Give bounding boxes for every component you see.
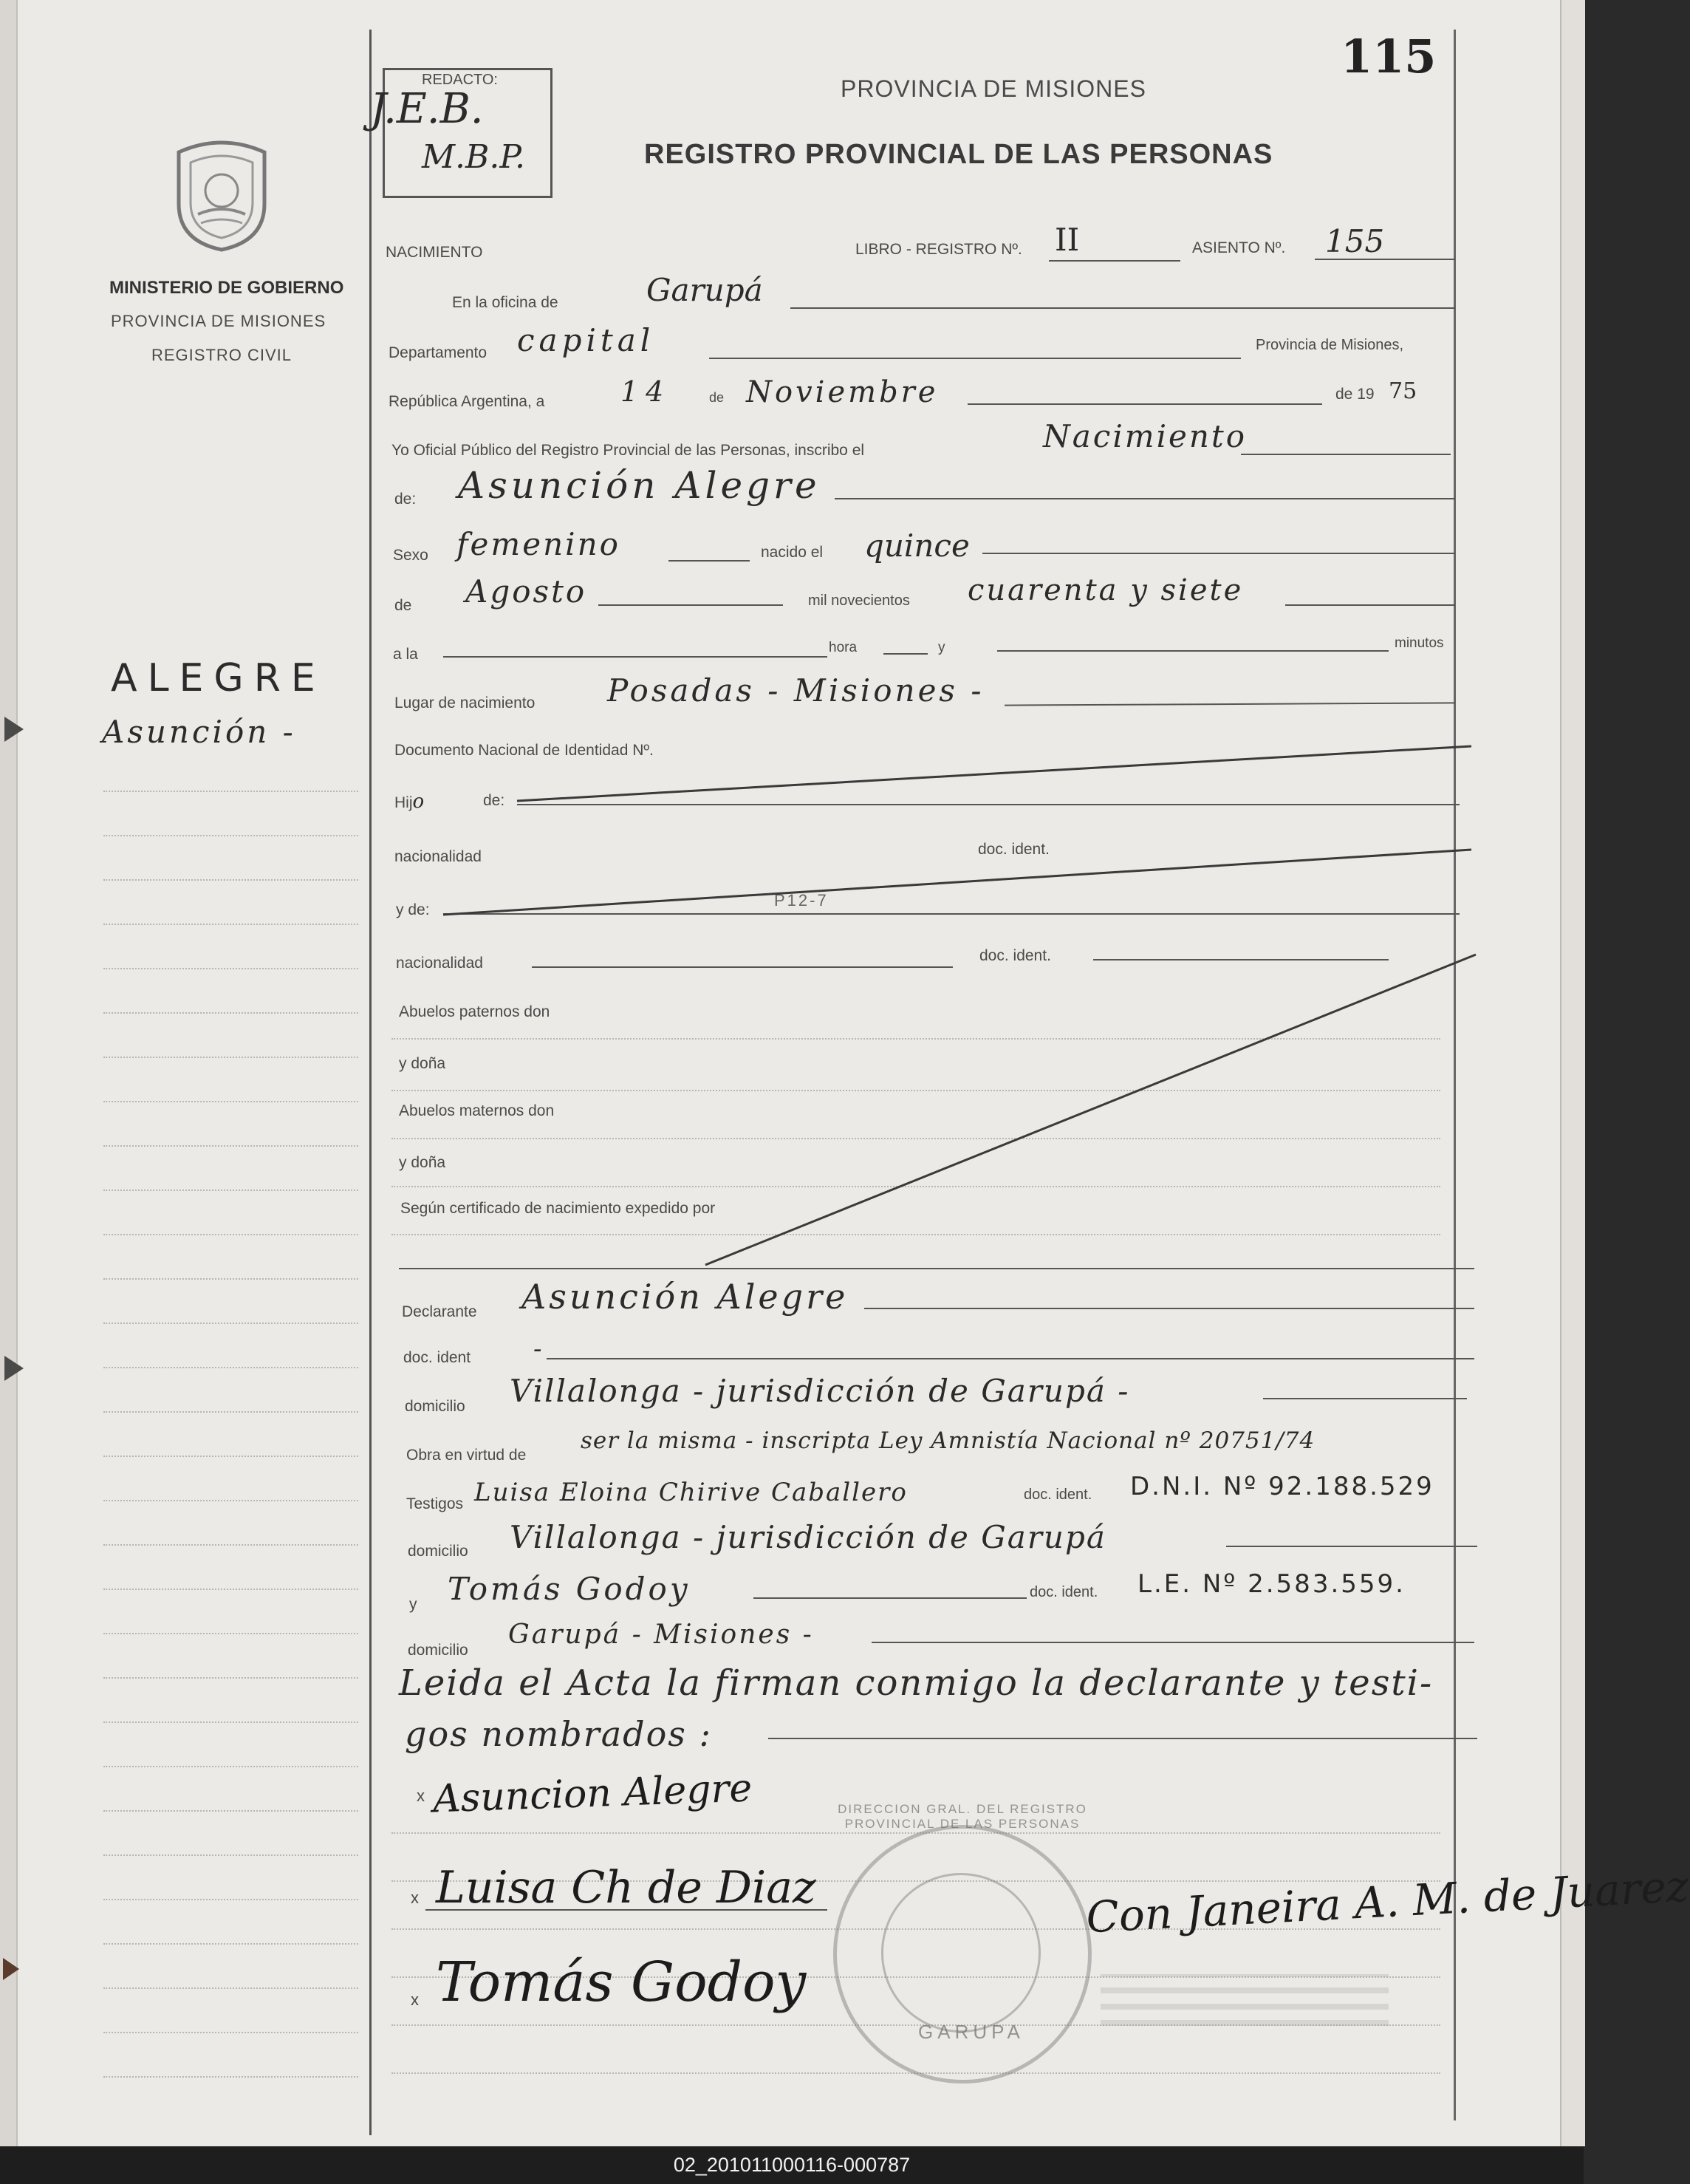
person-name: Asunción Alegre xyxy=(458,464,821,507)
page-number: 115 xyxy=(1341,30,1437,83)
stamp-center-text: GARUPA xyxy=(918,2021,1024,2043)
doc-ident2-label: doc. ident. xyxy=(979,947,1051,964)
nacionalidad2-label: nacionalidad xyxy=(396,955,483,972)
hijo-label-text: Hij xyxy=(394,794,413,811)
y2-label: y xyxy=(409,1596,417,1613)
y-label: y xyxy=(938,640,945,655)
y-de-label: y de: xyxy=(396,901,430,918)
domicilio-label: domicilio xyxy=(405,1398,465,1415)
de-label: de xyxy=(709,390,725,405)
month-value: Noviembre xyxy=(746,375,939,409)
day-value: 14 xyxy=(620,375,671,408)
testigo1-doc-value: D.N.I. Nº 92.188.529 xyxy=(1130,1472,1434,1501)
domicilio3-value: Garupá - Misiones - xyxy=(508,1620,814,1650)
testigo2-doc-value: L.E. Nº 2.583.559. xyxy=(1138,1569,1406,1599)
year-label: de 19 xyxy=(1335,386,1375,403)
testigos-label: Testigos xyxy=(406,1495,464,1512)
sexo-value: femenino xyxy=(456,526,620,562)
hijo-suffix: o xyxy=(412,791,425,813)
republica-label: República Argentina, a xyxy=(389,393,545,410)
departamento-value: capital xyxy=(517,322,655,358)
domicilio3-label: domicilio xyxy=(408,1642,468,1659)
declarante-label: Declarante xyxy=(402,1303,477,1320)
obra-label: Obra en virtud de xyxy=(406,1447,527,1464)
sexo-label: Sexo xyxy=(393,547,428,564)
record-type-label: NACIMIENTO xyxy=(386,244,483,261)
asiento-label: ASIENTO Nº. xyxy=(1192,239,1286,256)
de2-label: de xyxy=(394,597,412,614)
declarante-value: Asunción Alegre xyxy=(521,1277,849,1317)
domicilio2-label: domicilio xyxy=(408,1543,468,1560)
certificado-label: Según certificado de nacimiento expedido por xyxy=(400,1200,716,1217)
sig-tick: x xyxy=(417,1787,425,1805)
sig-tick: x xyxy=(411,1888,419,1907)
birth-year-words: cuarenta y siete xyxy=(968,573,1244,607)
ministry-province: PROVINCIA DE MISIONES xyxy=(111,312,326,330)
closing-line2: gos nombrados : xyxy=(405,1714,713,1754)
stamp-ring-text: DIRECCION GRAL. DEL REGISTRO PROVINCIAL DE LAS PERSONAS xyxy=(838,1802,1087,1831)
hora-label: hora xyxy=(829,640,858,655)
redacto-note-line2: M.B.P. xyxy=(422,138,526,176)
oficial-value: Nacimiento xyxy=(1043,418,1248,454)
header-province: PROVINCIA DE MISIONES xyxy=(841,75,1146,102)
dni-label: Documento Nacional de Identidad Nº. xyxy=(394,742,654,759)
signature-testigo2: Tomás Godoy xyxy=(436,1951,807,2014)
lugar-label: Lugar de nacimiento xyxy=(394,695,536,711)
doc-ident-label: doc. ident. xyxy=(978,841,1050,858)
domicilio2-value: Villalonga - jurisdicción de Garupá xyxy=(510,1519,1106,1555)
redacto-note-line1: J.E.B. xyxy=(370,85,484,133)
lugar-value: Posadas - Misiones - xyxy=(607,672,985,709)
testigo1-name: Luisa Eloina Chirive Caballero xyxy=(474,1478,908,1507)
oficial-seal-blur xyxy=(1101,1974,1389,2026)
libro-value: II xyxy=(1055,222,1080,258)
de-person-label: de: xyxy=(394,491,417,508)
abuelos-maternos-label: Abuelos maternos don xyxy=(399,1102,555,1119)
oficial-label: Yo Oficial Público del Registro Provincial de las Personas, inscribo el xyxy=(391,442,865,459)
margin-given-name: Asunción - xyxy=(102,714,296,750)
sig-tick: x xyxy=(411,1990,419,2009)
scan-id-footer: 02_201011000116-000787 xyxy=(0,2146,1584,2184)
nacionalidad-label: nacionalidad xyxy=(394,848,482,865)
margin-surname: ALEGRE xyxy=(111,656,326,700)
signature-declarante: Asuncion Alegre xyxy=(432,1766,753,1822)
oficina-label: En la oficina de xyxy=(452,294,558,311)
y-dona2-label: y doña xyxy=(399,1154,446,1171)
oficina-value: Garupá xyxy=(646,272,763,308)
ministry-registry: REGISTRO CIVIL xyxy=(151,346,292,364)
a-la-label: a la xyxy=(393,646,418,663)
libro-label: LIBRO - REGISTRO Nº. xyxy=(855,241,1022,258)
doc-ident3-value: - xyxy=(533,1334,542,1364)
official-stamp xyxy=(833,1802,1092,2084)
abuelos-paternos-label: Abuelos paternos don xyxy=(399,1003,550,1020)
asiento-value: 155 xyxy=(1325,223,1385,259)
obra-value: ser la misma - inscripta Ley Amnistía Nacional nº 20751/74 xyxy=(581,1427,1316,1454)
testigo2-name: Tomás Godoy xyxy=(448,1571,691,1607)
signature-oficial: Con Janeira A. M. de Juarez xyxy=(1084,1860,1690,1943)
testigo1-doc-label: doc. ident. xyxy=(1024,1487,1092,1503)
closing-line1: Leida el Acta la firman conmigo la declarante y testi- xyxy=(399,1662,1434,1704)
hijo-de-label: de: xyxy=(483,792,505,809)
signature-testigo1: Luisa Ch de Diaz xyxy=(436,1862,816,1914)
doc-ident3-label: doc. ident xyxy=(403,1349,471,1366)
y-dona-label: y doña xyxy=(399,1055,446,1072)
ministry-title: MINISTERIO DE GOBIERNO xyxy=(109,278,344,298)
redacto-label: REDACTO: xyxy=(422,72,498,88)
mil-label: mil novecientos xyxy=(808,593,910,609)
provincia-label: Provincia de Misiones, xyxy=(1256,337,1404,353)
testigo2-doc-label: doc. ident. xyxy=(1030,1584,1098,1600)
minutos-label: minutos xyxy=(1395,635,1444,651)
birth-month: Agosto xyxy=(465,573,587,610)
y-de-note: P12-7 xyxy=(774,891,829,910)
year-value: 75 xyxy=(1389,378,1417,404)
domicilio-value: Villalonga - jurisdicción de Garupá - xyxy=(510,1373,1130,1409)
header-title: REGISTRO PROVINCIAL DE LAS PERSONAS xyxy=(644,139,1273,170)
nacido-label: nacido el xyxy=(761,544,824,561)
nacido-value: quince xyxy=(864,528,970,564)
departamento-label: Departamento xyxy=(389,344,488,361)
